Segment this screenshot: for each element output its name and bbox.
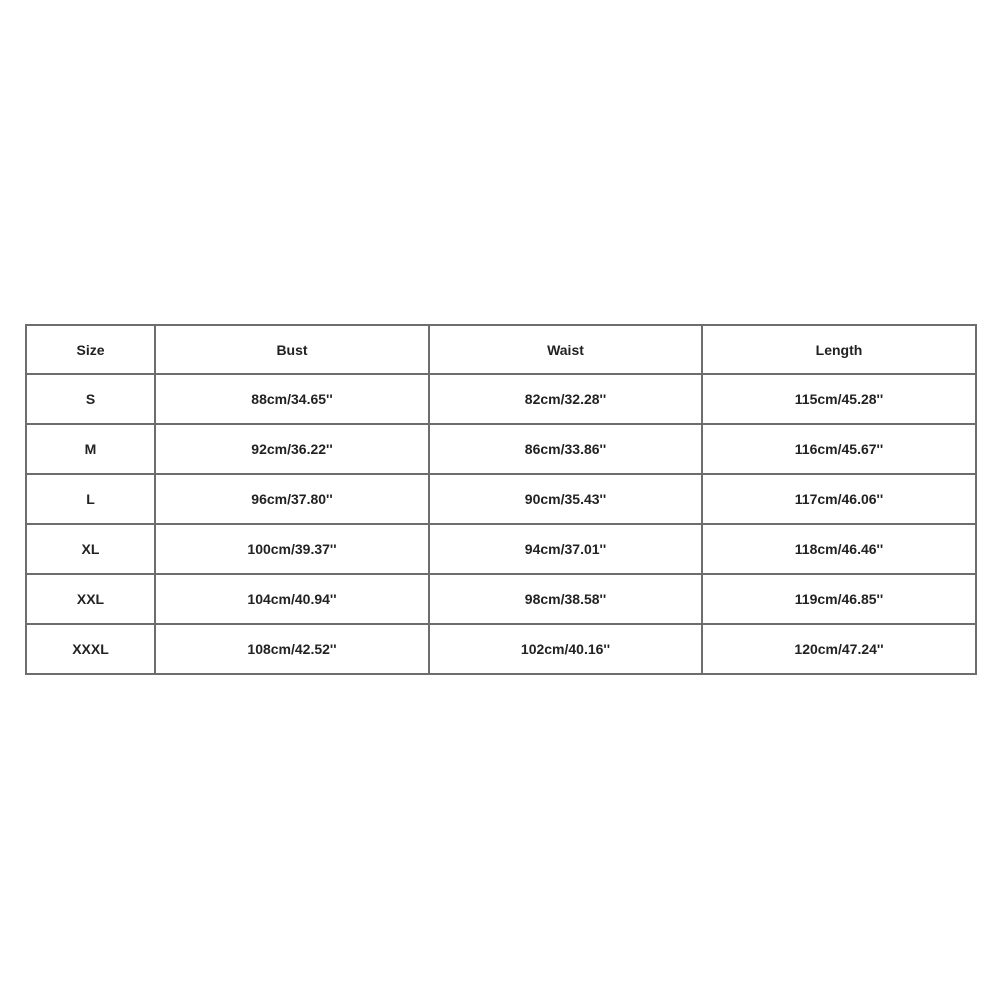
cell-length: 116cm/45.67'' bbox=[702, 424, 976, 474]
cell-waist: 102cm/40.16'' bbox=[429, 624, 702, 674]
cell-waist: 90cm/35.43'' bbox=[429, 474, 702, 524]
header-bust: Bust bbox=[155, 325, 429, 374]
cell-bust: 96cm/37.80'' bbox=[155, 474, 429, 524]
cell-size: M bbox=[26, 424, 155, 474]
cell-bust: 108cm/42.52'' bbox=[155, 624, 429, 674]
cell-size: XXXL bbox=[26, 624, 155, 674]
cell-waist: 86cm/33.86'' bbox=[429, 424, 702, 474]
table-header-row bbox=[26, 325, 976, 374]
cell-bust: 92cm/36.22'' bbox=[155, 424, 429, 474]
cell-size: XXL bbox=[26, 574, 155, 624]
table-row bbox=[26, 374, 976, 424]
cell-length: 120cm/47.24'' bbox=[702, 624, 976, 674]
cell-bust: 88cm/34.65'' bbox=[155, 374, 429, 424]
cell-length: 115cm/45.28'' bbox=[702, 374, 976, 424]
table-row bbox=[26, 474, 976, 524]
cell-waist: 98cm/38.58'' bbox=[429, 574, 702, 624]
table-row bbox=[26, 424, 976, 474]
cell-size: XL bbox=[26, 524, 155, 574]
table-row bbox=[26, 524, 976, 574]
cell-length: 118cm/46.46'' bbox=[702, 524, 976, 574]
table-row bbox=[26, 574, 976, 624]
table-row bbox=[26, 624, 976, 674]
header-waist: Waist bbox=[429, 325, 702, 374]
header-length: Length bbox=[702, 325, 976, 374]
cell-bust: 100cm/39.37'' bbox=[155, 524, 429, 574]
cell-waist: 82cm/32.28'' bbox=[429, 374, 702, 424]
cell-size: S bbox=[26, 374, 155, 424]
cell-length: 119cm/46.85'' bbox=[702, 574, 976, 624]
size-chart-table bbox=[25, 324, 977, 675]
cell-bust: 104cm/40.94'' bbox=[155, 574, 429, 624]
header-size: Size bbox=[26, 325, 155, 374]
cell-length: 117cm/46.06'' bbox=[702, 474, 976, 524]
cell-waist: 94cm/37.01'' bbox=[429, 524, 702, 574]
cell-size: L bbox=[26, 474, 155, 524]
